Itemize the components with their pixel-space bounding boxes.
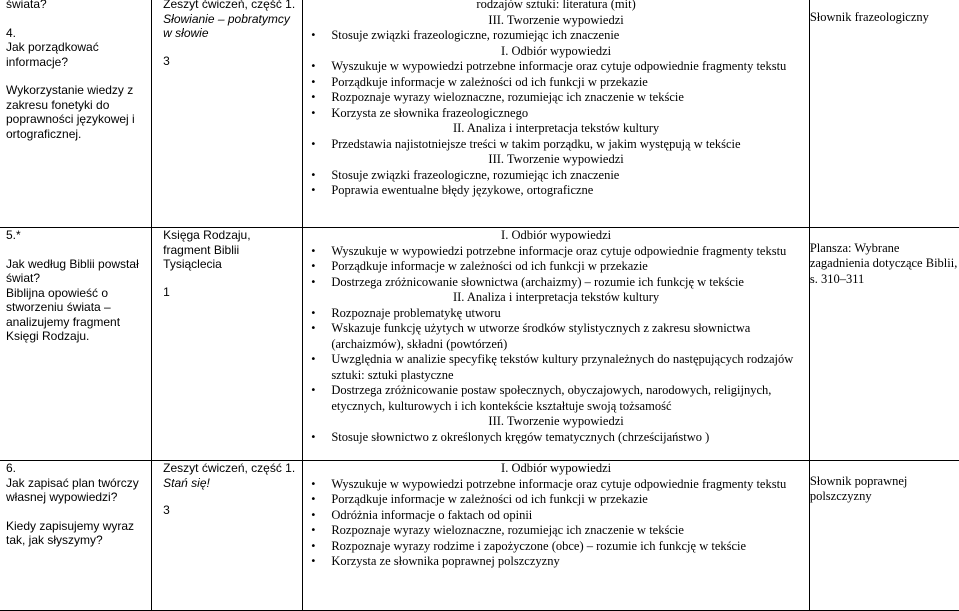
aids-cell	[809, 461, 959, 611]
material-title	[163, 461, 298, 490]
section-heading: II. Analiza i interpretacja tekstów kultury	[452, 290, 660, 304]
list-item: • Porządkuje informacje w zależności od ich funkcji w przekazie	[303, 259, 809, 275]
list-item: • Korzysta ze słownika frazeologicznego	[303, 106, 809, 122]
list-item: • Przedstawia najistotniejsze treści w takim porządku, w jakim występują w tekście	[303, 137, 809, 153]
list-item: • Dostrzega zróżnicowanie postaw społecznych, obyczajowych, narodowych, religijnych, etycznych, kulturowych i ich kontekście kształtuje swoją tożsamość	[303, 383, 809, 414]
aids-cell	[809, 228, 959, 461]
lesson-text: 4.	[6, 25, 17, 40]
hours-count: 3	[163, 503, 170, 517]
list-item: • Rozpoznaje wyrazy wieloznaczne, rozumiejąc ich znaczenie w tekście	[303, 523, 809, 539]
teaching-aid: Plansza: Wybrane zagadnienia dotyczące Biblii, s. 310–311	[809, 240, 958, 286]
lesson-text: Jak według Biblii powstał świat?	[6, 256, 139, 285]
list-item: • Wyszukuje w wypowiedzi potrzebne informacje oraz cytuje odpowiednie fragmenty tekstu	[303, 477, 809, 493]
list-item: • Rozpoznaje wyrazy rodzime i zapożyczone (obce) – rozumie ich funkcję w tekście	[303, 539, 809, 555]
content-cell	[303, 461, 810, 611]
requirement-list	[303, 168, 809, 199]
hours-count: 3	[163, 53, 170, 68]
material-text: Księga Rodzaju, fragment Biblii Tysiąclecia	[163, 228, 251, 271]
list-item: • Stosuje związki frazeologiczne, rozumiejąc ich znaczenie	[303, 168, 809, 184]
lesson-text: Jak porządkować informacje?	[6, 40, 99, 69]
section-heading: I. Odbiór wypowiedzi	[501, 43, 612, 58]
requirement-list	[303, 430, 809, 446]
section-heading: III. Tworzenie wypowiedzi	[488, 414, 624, 428]
requirement-list	[303, 137, 809, 153]
section-heading: II. Analiza i interpretacja tekstów kultury	[452, 121, 660, 135]
section-heading: III. Tworzenie wypowiedzi	[488, 12, 624, 27]
continuation-text: rodzajów sztuki: literatura (mit)	[476, 0, 636, 11]
lesson-text: Kiedy zapisujemy wyraz tak, jak słyszymy?	[6, 518, 135, 547]
lesson-cell	[0, 461, 152, 611]
lesson-text: Jak zapisać plan twórczy własnej wypowiedzi?	[6, 475, 139, 504]
list-item: • Wskazuje funkcję użytych w utworze środków stylistycznych z zakresu słownictwa (archaizmów), składni (powtórzeń)	[303, 321, 809, 352]
teaching-aid: Słownik frazeologiczny	[809, 9, 929, 24]
content-cell	[303, 228, 810, 461]
aids-cell	[809, 0, 959, 228]
list-item: • Dostrzega zróżnicowanie słownictwa (archaizmy) – rozumie ich funkcję w tekście	[303, 275, 809, 291]
table-row	[0, 0, 959, 228]
lesson-cell	[0, 0, 152, 228]
lesson-text: Biblijna opowieść o stworzeniu świata – analizujemy fragment Księgi Rodzaju.	[6, 285, 121, 343]
list-item: • Uwzględnia w analizie specyfikę tekstów kultury przynależnych do następujących rodzajów sztuki: sztuki plastyczne	[303, 352, 809, 383]
requirement-list	[303, 244, 809, 291]
list-item: • Korzysta ze słownika poprawnej polszczyzny	[303, 554, 809, 570]
table-row	[0, 228, 959, 461]
teaching-aid: Słownik poprawnej polszczyzny	[809, 473, 908, 503]
material-text: Zeszyt ćwiczeń, część 1.	[163, 0, 296, 11]
list-item: • Wyszukuje w wypowiedzi potrzebne informacje oraz cytuje odpowiednie fragmenty tekstu	[303, 59, 809, 75]
list-item: • Stosuje związki frazeologiczne, rozumiejąc ich znaczenie	[303, 28, 809, 44]
list-item: • Odróżnia informacje o faktach od opinii	[303, 508, 809, 524]
lesson-text: 6.	[6, 461, 17, 475]
section-heading: I. Odbiór wypowiedzi	[501, 461, 612, 475]
requirement-list	[303, 477, 809, 570]
list-item: • Stosuje słownictwo z określonych kręgów tematycznych (chrześcijaństwo )	[303, 430, 809, 446]
lesson-text: Wykorzystanie wiedzy z zakresu fonetyki do poprawności językowej i ortograficznej.	[6, 83, 135, 141]
lesson-text: świata?	[6, 0, 47, 11]
material-italic: Słowianie – pobratymcy w słowie	[163, 11, 290, 40]
list-item: • Wyszukuje w wypowiedzi potrzebne informacje oraz cytuje odpowiednie fragmenty tekstu	[303, 244, 809, 260]
list-item: • Porządkuje informacje w zależności od ich funkcji w przekazie	[303, 492, 809, 508]
content-cell	[303, 0, 810, 228]
material-italic: Stań się!	[163, 475, 210, 490]
material-cell	[152, 461, 303, 611]
requirement-list	[303, 306, 809, 415]
list-item: • Rozpoznaje problematykę utworu	[303, 306, 809, 322]
material-title	[163, 228, 298, 272]
material-text: Zeszyt ćwiczeń, część 1.	[163, 461, 296, 475]
list-item: • Poprawia ewentualne błędy językowe, ortograficzne	[303, 183, 809, 199]
material-cell	[152, 0, 303, 228]
list-item: • Porządkuje informacje w zależności od ich funkcji w przekazie	[303, 75, 809, 91]
section-heading: III. Tworzenie wypowiedzi	[488, 152, 624, 166]
material-cell	[152, 228, 303, 461]
material-title	[163, 0, 298, 41]
list-item: • Rozpoznaje wyrazy wieloznaczne, rozumiejąc ich znaczenie w tekście	[303, 90, 809, 106]
hours-count: 1	[163, 284, 170, 299]
lesson-text: 5.*	[6, 228, 21, 242]
requirement-list	[303, 28, 809, 44]
table-row	[0, 461, 959, 611]
section-heading: I. Odbiór wypowiedzi	[501, 228, 612, 242]
requirement-list	[303, 59, 809, 121]
lesson-cell	[0, 228, 152, 461]
